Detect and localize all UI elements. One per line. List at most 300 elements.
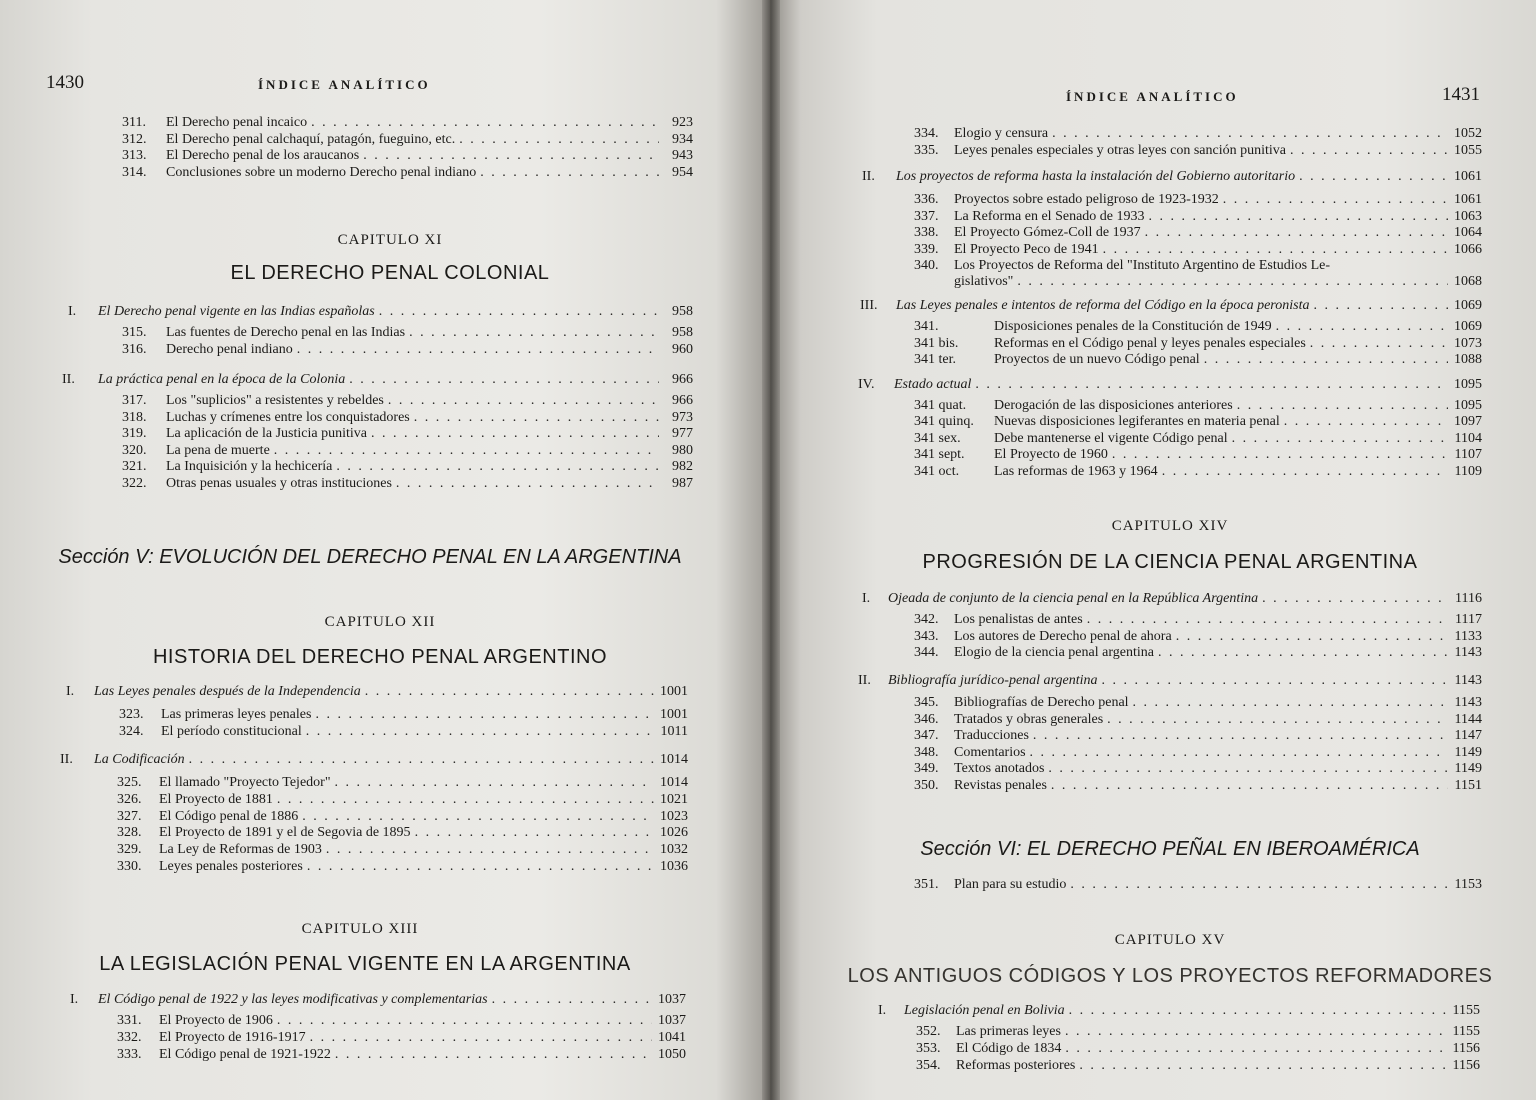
toc-entry (117, 1047, 686, 1063)
entry-number: 319. (122, 426, 147, 442)
toc-entry (916, 1058, 1480, 1074)
entry-number: 341. (914, 319, 939, 334)
entry-number: 354. (916, 1057, 941, 1073)
section-title: Legislación penal en Bolivia (904, 1003, 1065, 1018)
entry-title: Leyes penales posteriores (159, 859, 303, 874)
section-heading (60, 752, 688, 768)
toc-entry (122, 443, 693, 459)
entry-number: 338. (914, 225, 939, 240)
section-title: Las Leyes penales e intentos de reforma del Código en la época peronista (896, 298, 1310, 313)
dot-leader (1030, 745, 1448, 761)
entry-number: 313. (122, 148, 147, 163)
chapter-title: LA LEGISLACIÓN PENAL VIGENTE EN LA ARGENTINA (99, 953, 631, 975)
page-reference: 1147 (1454, 728, 1482, 744)
page-reference: 1116 (1455, 591, 1482, 606)
page-reference: 1104 (1454, 430, 1482, 446)
toc-entry (122, 476, 693, 492)
entry-number: 341 ter. (914, 352, 956, 367)
page-reference: 1156 (1452, 1040, 1480, 1056)
entry-title: El período constitucional (161, 723, 302, 739)
page-reference: 1155 (1452, 1003, 1480, 1018)
entry-title: La aplicación de la Justicia punitiva (166, 426, 367, 442)
dot-leader (1101, 673, 1448, 689)
entry-number: 339. (914, 241, 939, 257)
page-reference: 943 (672, 148, 693, 163)
entry-title: El Derecho penal de los araucanos (166, 148, 360, 163)
entry-title: Los "suplicios" a resistentes y rebeldes (166, 393, 384, 408)
page-reference: 987 (672, 476, 693, 491)
section-title: La Codificación (94, 752, 185, 767)
dot-leader (302, 809, 654, 825)
dot-leader (1112, 447, 1448, 463)
entry-title: El Código penal de 1921-1922 (159, 1046, 331, 1062)
entry-title: El Proyecto de 1960 (994, 447, 1108, 463)
page-reference: 1050 (658, 1046, 686, 1062)
page-reference: 1023 (660, 808, 688, 824)
entry-title: El Derecho penal incaico (166, 115, 308, 130)
dot-leader (1149, 209, 1449, 225)
page-reference: 1014 (660, 752, 688, 767)
toc-entry (122, 325, 693, 341)
page-reference: 1143 (1454, 695, 1482, 710)
toc-entry (914, 761, 1482, 777)
page-reference: 1143 (1454, 645, 1482, 661)
toc-entry (914, 225, 1482, 241)
entry-title: Proyectos sobre estado peligroso de 1923-1932 (954, 192, 1219, 207)
toc-entry (914, 464, 1482, 480)
dot-leader (1313, 298, 1448, 314)
page-reference: 1088 (1454, 352, 1482, 367)
dot-leader (1065, 1041, 1446, 1057)
toc-entry (117, 842, 688, 858)
page-reference: 982 (672, 459, 693, 475)
page-reference: 1095 (1454, 398, 1482, 413)
entry-title: Las reformas de 1963 y 1964 (994, 463, 1158, 479)
section-heading (62, 372, 693, 388)
entry-number: 341 sept. (914, 447, 965, 463)
dot-leader (396, 476, 659, 492)
toc-entry (914, 431, 1482, 447)
page-reference: 1109 (1454, 463, 1482, 479)
entry-title: Tratados y obras generales (954, 711, 1104, 727)
entry-number: 346. (914, 711, 939, 727)
section-number: II. (62, 372, 75, 387)
chapter-label: CAPITULO XIV (1111, 518, 1229, 534)
dot-leader (365, 684, 654, 700)
entry-title: Traducciones (954, 728, 1029, 744)
dot-leader (326, 842, 654, 858)
entry-number: 341 quat. (914, 398, 967, 413)
entry-title: Los autores de Derecho penal de ahora (954, 628, 1172, 644)
page-reference: 1055 (1454, 142, 1482, 158)
page-reference: 1143 (1454, 673, 1482, 688)
dot-leader (1133, 695, 1448, 711)
page-number: 1431 (1442, 84, 1480, 105)
dot-leader (1262, 591, 1448, 607)
entry-number: 323. (119, 707, 144, 722)
entry-number: 335. (914, 142, 939, 158)
page-reference: 934 (672, 131, 693, 147)
entry-title: El Proyecto de 1906 (159, 1013, 273, 1028)
entry-number: 345. (914, 695, 939, 710)
dot-leader (277, 1013, 652, 1029)
toc-entry (914, 778, 1482, 794)
entry-title: Los penalistas de antes (954, 612, 1083, 627)
entry-number: 348. (914, 744, 939, 760)
entry-title: El llamado "Proyecto Tejedor" (159, 775, 331, 790)
dot-leader (1069, 1003, 1446, 1019)
page-reference: 1036 (660, 859, 688, 874)
chapter-title: EL DERECHO PENAL COLONIAL (230, 262, 550, 284)
toc-entry (122, 148, 693, 164)
page-reference: 958 (672, 304, 693, 319)
dot-leader (415, 825, 654, 841)
entry-number: 341 bis. (914, 335, 959, 351)
entry-number: 327. (117, 808, 142, 824)
entry-number: 314. (122, 164, 147, 180)
toc-entry (914, 336, 1482, 352)
page-reference: 1063 (1454, 208, 1482, 224)
entry-title: El Proyecto Gómez-Coll de 1937 (954, 225, 1141, 240)
toc-entry (914, 209, 1482, 225)
page-reference: 1032 (660, 842, 688, 858)
page-reference: 1001 (660, 707, 688, 722)
toc-entry (914, 728, 1482, 744)
section-banner: Sección VI: EL DERECHO PEÑAL EN IBEROAMÉRICA (920, 838, 1420, 860)
toc-entry (914, 352, 1482, 368)
toc-entry (914, 126, 1482, 142)
entry-number: 343. (914, 628, 939, 644)
dot-leader (1070, 877, 1448, 893)
dot-leader (1290, 143, 1448, 159)
entry-number: 331. (117, 1013, 142, 1028)
page-reference: 1068 (1454, 274, 1482, 289)
page-reference: 1041 (658, 1029, 686, 1045)
dot-leader (1065, 1024, 1446, 1040)
toc-entry (119, 707, 688, 723)
entry-title: gislativos" (954, 274, 1014, 289)
section-title: Los proyectos de reforma hasta la instalación del Gobierno autoritario (896, 169, 1296, 184)
dot-leader (379, 304, 659, 320)
page-reference: 1097 (1454, 414, 1482, 430)
dot-leader (277, 792, 654, 808)
entry-title: El Derecho penal calchaquí, patagón, fueguino, etc. (166, 131, 456, 147)
entry-title: El Proyecto de 1916-1917 (159, 1029, 306, 1045)
section-number: III. (860, 298, 878, 313)
entry-title: Bibliografías de Derecho penal (954, 695, 1129, 710)
page-reference: 1133 (1454, 628, 1482, 644)
toc-entry (914, 192, 1482, 208)
entry-number: 332. (117, 1029, 142, 1045)
dot-leader (1232, 431, 1448, 447)
page-reference: 1149 (1454, 761, 1482, 777)
entry-number: 344. (914, 645, 939, 661)
page-reference: 1155 (1452, 1024, 1480, 1039)
entry-number: 347. (914, 728, 939, 744)
entry-number: 324. (119, 723, 144, 739)
toc-entry (914, 398, 1482, 414)
toc-entry (916, 1041, 1480, 1057)
toc-entry (122, 165, 693, 181)
entry-number: 353. (916, 1040, 941, 1056)
section-heading (862, 591, 1482, 607)
section-number: I. (66, 684, 75, 699)
toc-entry (119, 724, 688, 740)
entry-title: El Proyecto de 1891 y el de Segovia de 1895 (159, 825, 411, 841)
page-reference: 1073 (1454, 335, 1482, 351)
dot-leader (1204, 352, 1448, 368)
entry-title: Conclusiones sobre un moderno Derecho penal indiano (166, 164, 477, 180)
entry-title: Reformas posteriores (956, 1057, 1076, 1073)
dot-leader (480, 165, 659, 181)
entry-title: El Código penal de 1886 (159, 808, 299, 824)
section-banner: Sección V: EVOLUCIÓN DEL DERECHO PENAL EN LA ARGENTINA (58, 546, 682, 568)
entry-title: El Código de 1834 (956, 1040, 1062, 1056)
section-number: II. (60, 752, 73, 767)
chapter-title: HISTORIA DEL DERECHO PENAL ARGENTINO (152, 646, 608, 668)
page-reference: 1144 (1454, 711, 1482, 727)
section-number: IV. (858, 377, 875, 392)
dot-leader (1079, 1058, 1446, 1074)
entry-title: Luchas y crímenes entre los conquistadores (166, 409, 410, 425)
section-title: La práctica penal en la época de la Colonia (98, 372, 346, 387)
toc-entry (914, 612, 1482, 628)
dot-leader (414, 410, 659, 426)
dot-leader (315, 707, 654, 723)
dot-leader (310, 1030, 652, 1046)
toc-entry (914, 319, 1482, 335)
page-reference: 1107 (1454, 447, 1482, 463)
page-reference: 1069 (1454, 298, 1482, 313)
toc-entry (117, 1013, 686, 1029)
entry-title: Derogación de las disposiciones anteriores (994, 398, 1233, 413)
toc-entry (914, 414, 1482, 430)
entry-title: Otras penas usuales y otras instituciones (166, 476, 392, 491)
dot-leader (1017, 274, 1448, 290)
dot-leader (409, 325, 659, 341)
entry-title: Proyectos de un nuevo Código penal (994, 352, 1200, 367)
dot-leader (274, 443, 659, 459)
page-reference: 1069 (1454, 319, 1482, 334)
section-heading (860, 298, 1482, 314)
page-reference: 1052 (1454, 126, 1482, 141)
toc-entry (122, 459, 693, 475)
entry-number: 316. (122, 342, 147, 357)
dot-leader (1051, 778, 1448, 794)
entry-number: 350. (914, 778, 939, 793)
toc-entry (914, 645, 1482, 661)
toc-entry (122, 393, 693, 409)
dot-leader (363, 148, 659, 164)
dot-leader (1223, 192, 1448, 208)
dot-leader (1237, 398, 1448, 414)
section-title: El Código penal de 1922 y las leyes modificativas y complementarias (98, 992, 488, 1007)
page-reference: 1064 (1454, 225, 1482, 240)
page-reference: 977 (672, 426, 693, 442)
page-reference: 958 (672, 325, 693, 340)
entry-title: Reformas en el Código penal y leyes penales especiales (994, 335, 1306, 351)
page-reference: 1021 (660, 791, 688, 807)
dot-leader (975, 377, 1448, 393)
entry-number: 318. (122, 409, 147, 425)
toc-entry (916, 1024, 1480, 1040)
toc-entry (914, 242, 1482, 258)
chapter-title: LOS ANTIGUOS CÓDIGOS Y LOS PROYECTOS REFORMADORES (847, 965, 1493, 987)
entry-title: Las fuentes de Derecho penal en las Indias (166, 325, 406, 340)
dot-leader (1048, 761, 1448, 777)
page-reference: 1117 (1455, 612, 1482, 627)
toc-entry (914, 712, 1482, 728)
page-reference: 973 (672, 409, 693, 425)
page-reference: 1066 (1454, 241, 1482, 257)
page-reference: 1014 (660, 775, 688, 790)
entry-number: 317. (122, 393, 147, 408)
section-heading (858, 673, 1482, 689)
entry-title: Nuevas disposiciones legiferantes en materia penal (994, 414, 1280, 430)
entry-number: 315. (122, 325, 147, 340)
entry-number: 336. (914, 192, 939, 207)
entry-number: 321. (122, 459, 147, 475)
entry-title: Derecho penal indiano (166, 342, 293, 357)
page-reference: 1061 (1454, 169, 1482, 184)
section-title: Ojeada de conjunto de la ciencia penal en la República Argentina (888, 591, 1259, 606)
toc-entry (117, 825, 688, 841)
dot-leader (492, 992, 652, 1008)
entry-title: Los Proyectos de Reforma del "Instituto Argentino de Estudios Le- (954, 258, 1331, 273)
entry-number: 352. (916, 1024, 941, 1039)
section-heading (70, 992, 686, 1008)
toc-entry (117, 792, 688, 808)
toc-entry (117, 859, 688, 875)
dot-leader (1176, 629, 1448, 645)
dot-leader (1087, 612, 1448, 628)
page-number: 1430 (46, 72, 84, 93)
section-number: II. (862, 169, 875, 184)
toc-entry (914, 629, 1482, 645)
page-reference: 1026 (660, 825, 688, 841)
page-reference: 1095 (1454, 377, 1482, 392)
page-reference: 954 (672, 164, 693, 180)
dot-leader (311, 115, 659, 131)
dot-leader (1158, 645, 1448, 661)
toc-entry (122, 342, 693, 358)
chapter-label: CAPITULO XV (1114, 932, 1226, 948)
toc-entry (117, 775, 688, 791)
entry-title: Las primeras leyes (956, 1024, 1061, 1039)
entry-title: Las primeras leyes penales (161, 707, 312, 722)
right-page (770, 0, 1536, 1100)
toc-entry-continuation (954, 274, 1482, 290)
section-number: I. (878, 1003, 887, 1018)
page-reference: 1001 (660, 684, 688, 699)
section-heading (66, 684, 688, 700)
entry-title: Revistas penales (954, 778, 1047, 793)
entry-number: 329. (117, 842, 142, 858)
page-reference: 1011 (660, 723, 688, 739)
dot-leader (1299, 169, 1448, 185)
running-head: ÍNDICE ANALÍTICO (1066, 89, 1239, 104)
section-heading (68, 304, 693, 320)
page-reference: 1037 (658, 992, 686, 1007)
section-heading (858, 377, 1482, 393)
dot-leader (335, 1047, 652, 1063)
page-reference: 923 (672, 115, 693, 130)
entry-title: La Reforma en el Senado de 1933 (954, 208, 1145, 224)
entry-title: El Proyecto Peco de 1941 (954, 241, 1099, 257)
page-reference: 960 (672, 342, 693, 357)
entry-number: 326. (117, 791, 142, 807)
book-gutter (762, 0, 780, 1100)
dot-leader (335, 775, 654, 791)
dot-leader (1103, 242, 1448, 258)
entry-title: El Proyecto de 1881 (159, 791, 273, 807)
dot-leader (1052, 126, 1448, 142)
page-reference: 1149 (1454, 744, 1482, 760)
dot-leader (1145, 225, 1448, 241)
chapter-label: CAPITULO XI (337, 232, 443, 248)
section-title: El Derecho penal vigente en las Indias españolas (98, 304, 375, 319)
section-heading (878, 1003, 1480, 1019)
section-number: I. (68, 304, 77, 319)
dot-leader (1162, 464, 1448, 480)
entry-number: 341 sex. (914, 430, 961, 446)
page-reference: 980 (672, 442, 693, 458)
entry-number: 322. (122, 476, 147, 491)
entry-title: Disposiciones penales de la Constitución de 1949 (994, 319, 1272, 334)
entry-number: 312. (122, 131, 147, 147)
entry-title: Elogio de la ciencia penal argentina (954, 645, 1154, 661)
dot-leader (307, 859, 654, 875)
entry-title: Textos anotados (954, 761, 1045, 777)
entry-number: 334. (914, 126, 939, 141)
dot-leader (1107, 712, 1448, 728)
section-number: I. (70, 992, 79, 1007)
page-reference: 1156 (1452, 1057, 1480, 1073)
dot-leader (1033, 728, 1448, 744)
entry-number: 333. (117, 1046, 142, 1062)
dot-leader (336, 459, 659, 475)
section-number: I. (862, 591, 871, 606)
entry-number: 340. (914, 258, 939, 273)
entry-number: 320. (122, 442, 147, 458)
entry-number: 341 quinq. (914, 414, 974, 430)
toc-entry (122, 426, 693, 442)
dot-leader (306, 724, 654, 740)
dot-leader (1276, 319, 1448, 335)
toc-entry (914, 695, 1482, 711)
toc-entry (914, 143, 1482, 159)
page-reference: 1061 (1454, 192, 1482, 207)
chapter-title: PROGRESIÓN DE LA CIENCIA PENAL ARGENTINA (922, 551, 1418, 573)
page-reference: 966 (672, 372, 693, 387)
section-title: Bibliografía jurídico-penal argentina (888, 673, 1098, 688)
page-reference: 1151 (1454, 778, 1482, 793)
entry-number: 328. (117, 825, 142, 841)
dot-leader (459, 132, 659, 148)
toc-entry (122, 115, 693, 131)
entry-number: 351. (914, 877, 939, 892)
page-reference: 1153 (1454, 877, 1482, 892)
dot-leader (1284, 414, 1448, 430)
toc-entry (122, 410, 693, 426)
section-heading (862, 169, 1482, 185)
dot-leader (388, 393, 659, 409)
entry-number: 325. (117, 775, 142, 790)
toc-entry (914, 745, 1482, 761)
entry-title: La Inquisición y la hechicería (166, 459, 333, 475)
entry-title: Comentarios (954, 744, 1026, 760)
dot-leader (349, 372, 659, 388)
